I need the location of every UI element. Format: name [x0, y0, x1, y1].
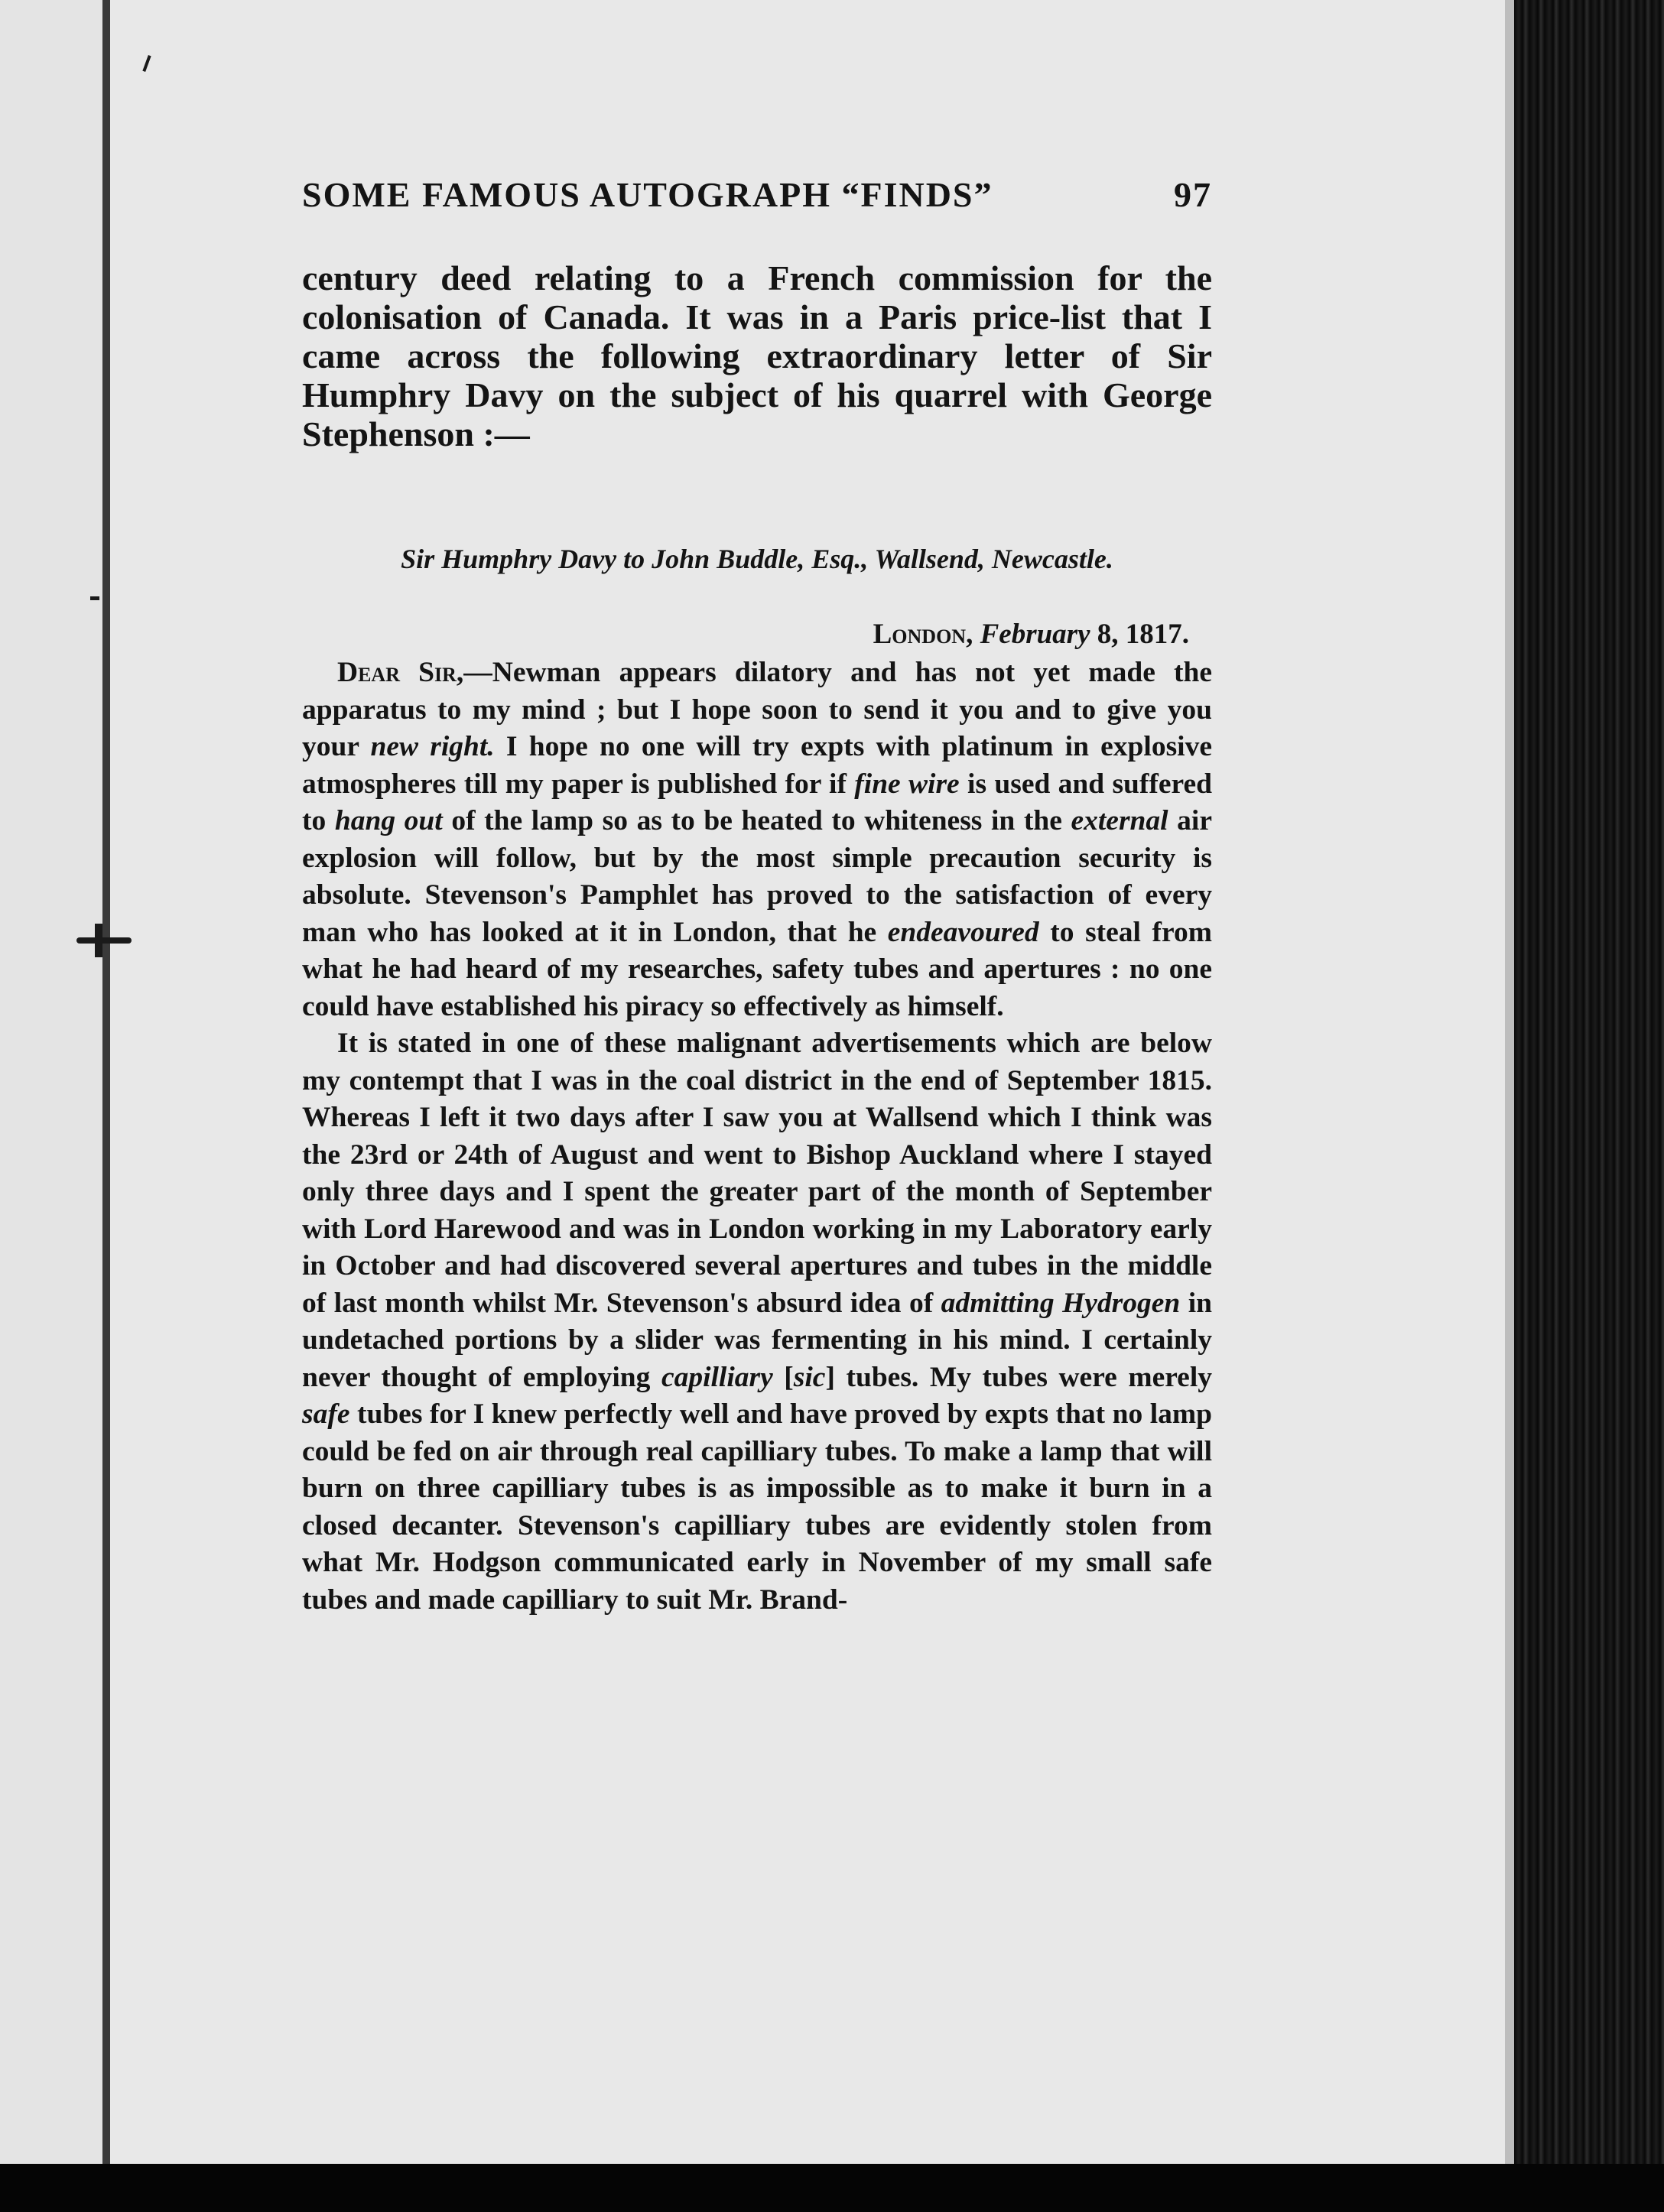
italic-text: hang out [334, 805, 443, 836]
letter-paragraph [302, 1025, 1212, 1619]
letter-text: [ [772, 1361, 794, 1393]
gutter-rule [102, 0, 110, 2212]
dateline-day-year: 8, 1817. [1097, 619, 1189, 650]
italic-text: admitting Hydrogen [941, 1287, 1181, 1319]
letter-body [302, 655, 1212, 1619]
italic-text: sic [793, 1361, 826, 1393]
bottom-shadow [0, 2164, 1664, 2212]
italic-text: external [1071, 805, 1168, 836]
letter-text: It is stated in one of these malignant advertisements which are below my contempt that I was in the coal district in the end of September 1815. Whereas I left it two days after I saw you at Wallsend which I think was the 23rd or 24th of August and went to Bishop Auckland where I stayed only three days and I spent the greater part of the month of September with Lord Harewood and was in London working in my Laboratory early in October and had discovered several apertures and tubes in the middle of last month whilst Mr. Stevenson's absurd idea of [302, 1028, 1212, 1319]
page-number: 97 [1174, 175, 1212, 214]
italic-text: capilliary [661, 1361, 773, 1393]
letter-salutation: Dear Sir, [337, 657, 464, 688]
letter-text: I hope no one will try expts with platinum in explosive atmospheres till my paper is published for if [302, 731, 1212, 800]
intro-paragraph: century deed relating to a French commission for the colonisation of Canada. It was in a Paris price-list that I came across the following extraordinary letter of Sir Humphry Davy on the subject of his quarrel with George Stephenson :— [302, 258, 1212, 453]
margin-mark [76, 937, 132, 944]
running-head [302, 174, 1212, 215]
letter-text: air explosion will follow, but by the most simple precaution security is absolute. Stevenson's Pamphlet has proved to the satisfaction of every man who has looked at it in London, that he [302, 805, 1212, 948]
book-binding-edge [1514, 0, 1664, 2212]
letter-text: ] tubes. My tubes were merely [825, 1361, 1212, 1393]
letter-text: tubes for I knew perfectly well and have proved by expts that no lamp could be fed on air through real capilliary tubes. To make a lamp that will burn on three capilliary tubes is as impossible as to make it burn in a closed decanter. Stevenson's capilliary tubes are evidently stolen from what Mr. Hodgson communicated early in November of my small safe tubes and made capilliary to suit Mr. Brand- [302, 1398, 1212, 1616]
left-page-edge [0, 0, 109, 2212]
letter-text: —Newman appears dilatory and has not yet made the apparatus to my mind ; but I hope soon to send it you and to give you your [302, 657, 1212, 762]
letter-address-line: Sir Humphry Davy to John Buddle, Esq., Wallsend, Newcastle. [401, 544, 1113, 574]
italic-text: new right. [370, 731, 495, 762]
running-head-title: SOME FAMOUS AUTOGRAPH “FINDS” [302, 175, 993, 214]
letter-text: to steal from what he had heard of my researches, safety tubes and apertures : no one could have established his piracy so effectively as himself. [302, 916, 1212, 1022]
italic-text: endeavoured [887, 916, 1039, 948]
letter-text: of the lamp so as to be heated to whiteness in the [442, 805, 1071, 836]
letter-text: in undetached portions by a slider was fermenting in his mind. I certainly never thought of employing [302, 1287, 1212, 1393]
letter-text: is used and suffered to [302, 768, 1212, 836]
italic-text: safe [302, 1398, 350, 1430]
margin-mark [95, 924, 102, 957]
letter-paragraph [302, 655, 1212, 1025]
margin-tick [90, 596, 99, 600]
dateline-month: February [980, 619, 1090, 650]
letter-dateline [302, 618, 1212, 651]
dateline-place: London, [873, 619, 973, 650]
italic-text: fine wire [854, 768, 960, 800]
